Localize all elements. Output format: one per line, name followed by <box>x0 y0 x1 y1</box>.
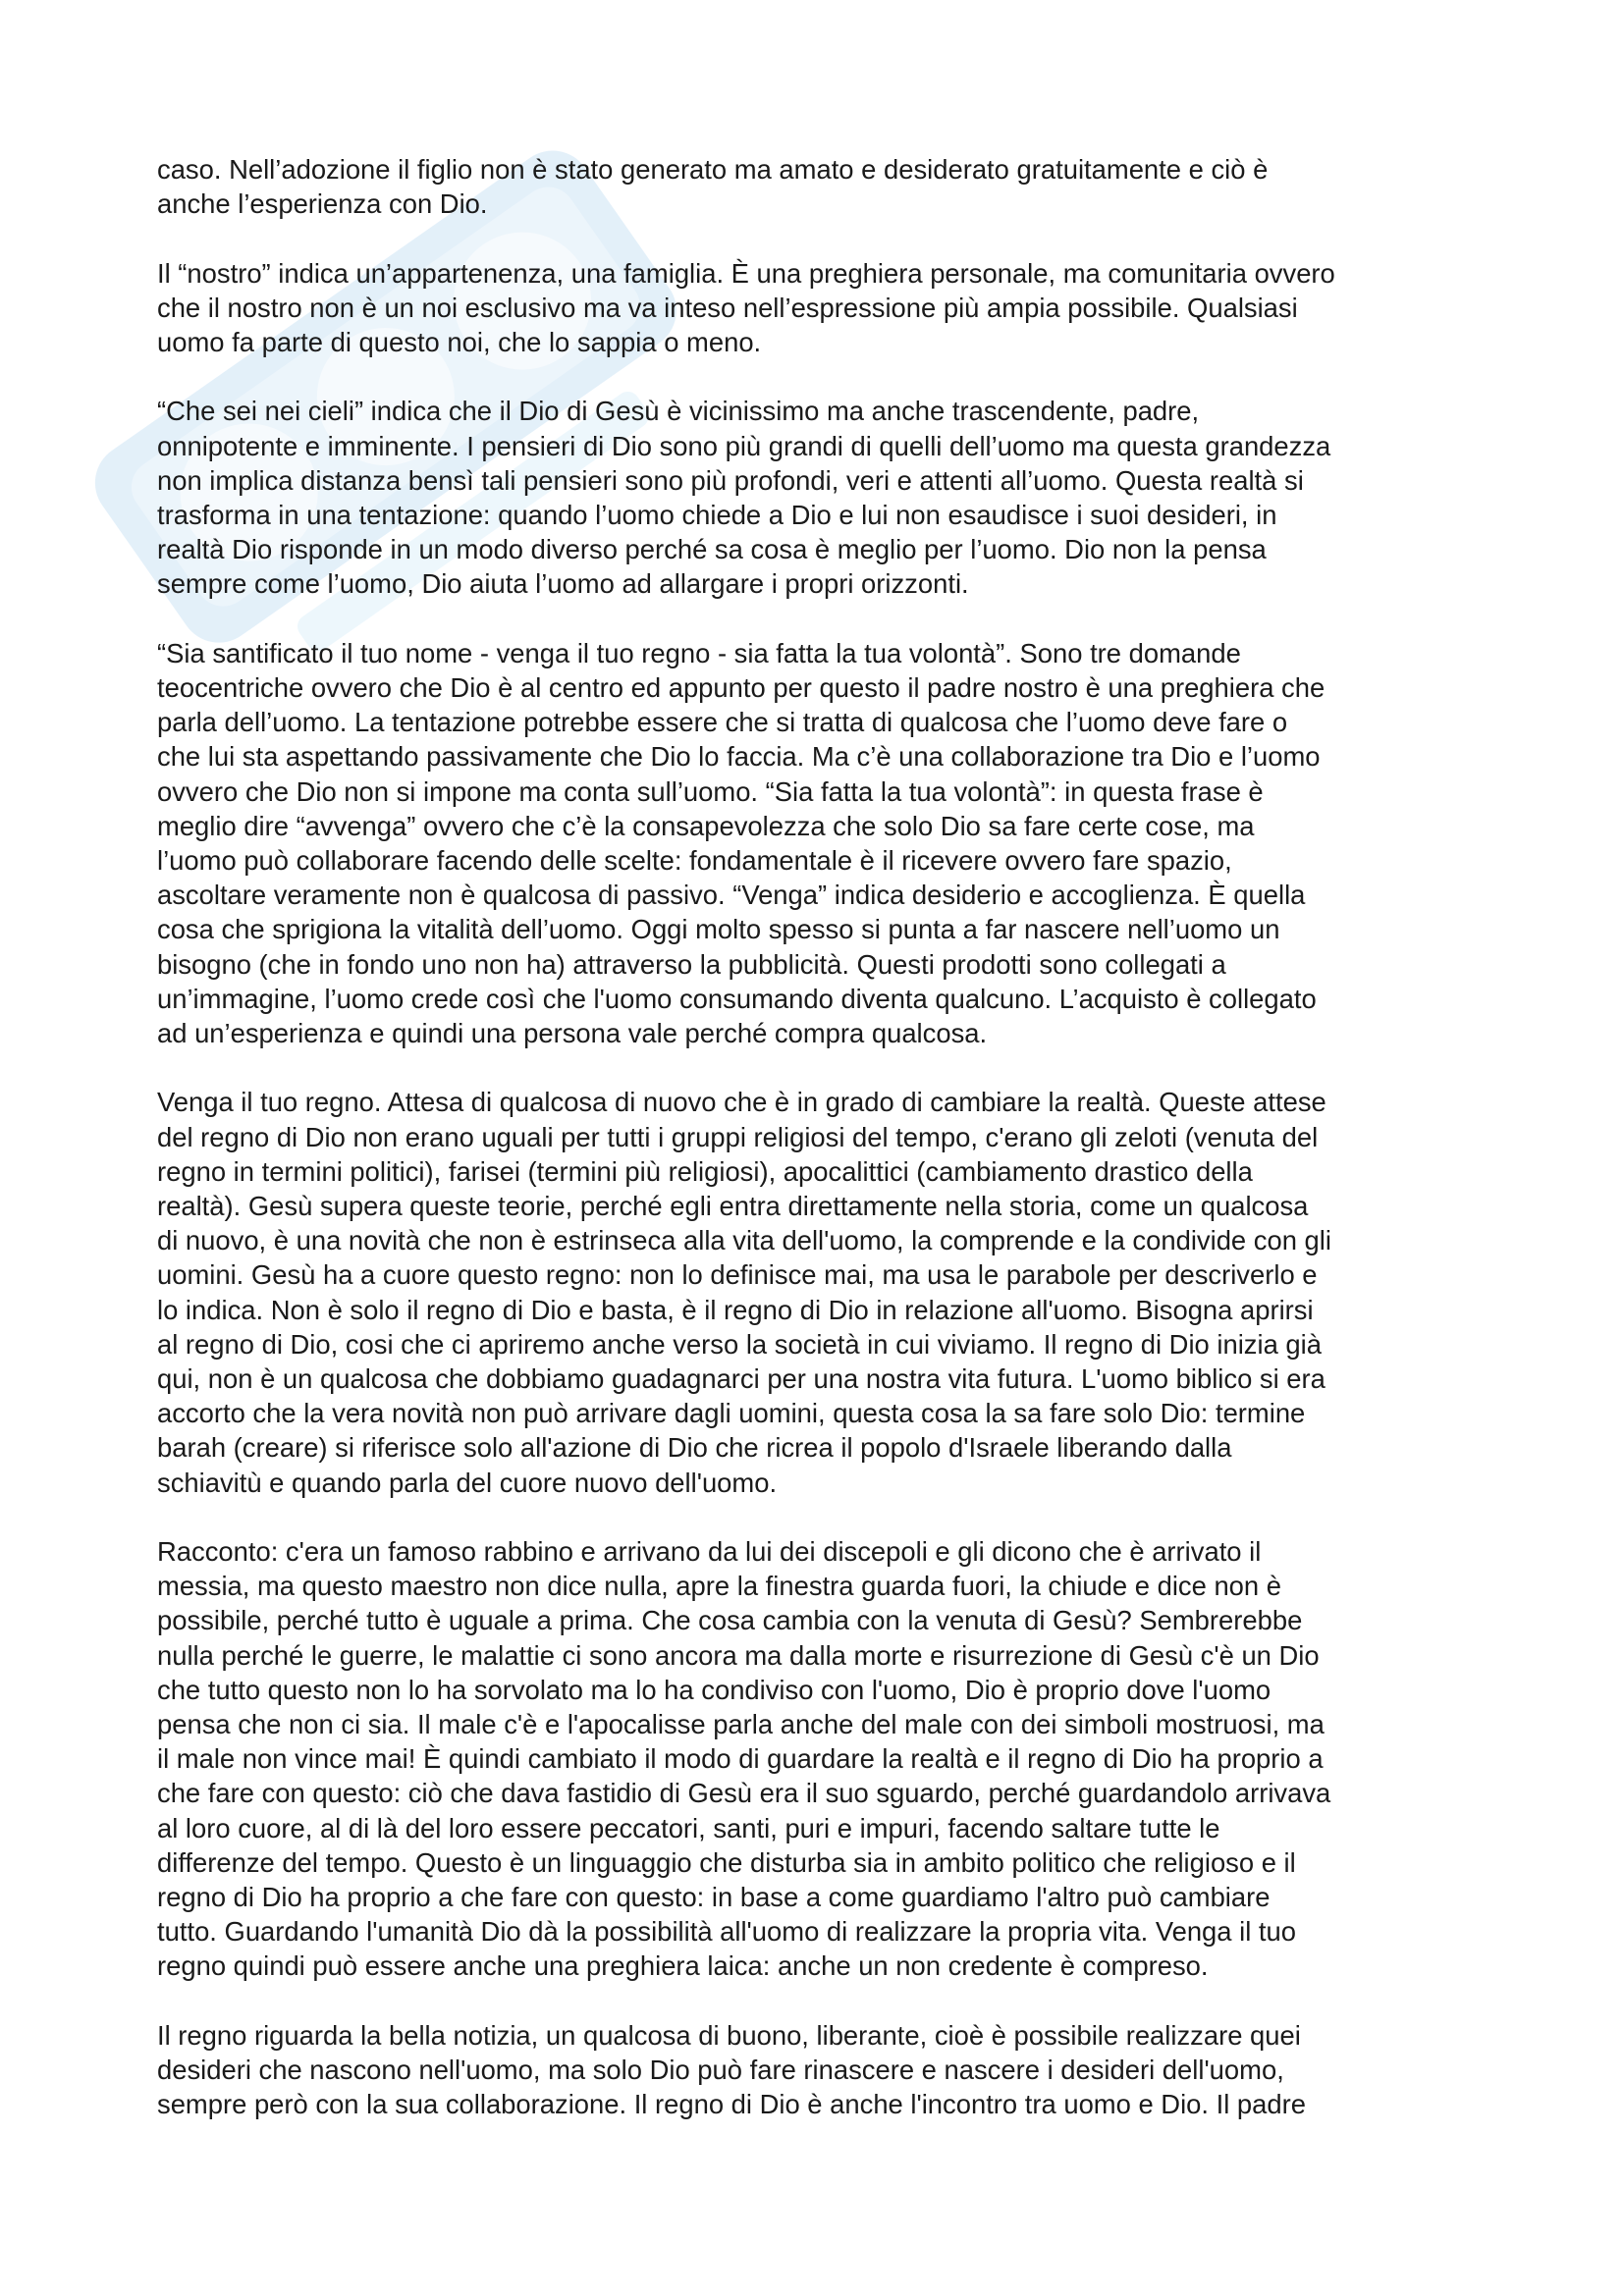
paragraph <box>157 394 1492 601</box>
text-line: Il “nostro” indica un’appartenenza, una famiglia. È una preghiera personale, ma comunitaria ovvero <box>157 257 1335 289</box>
text-line: ad un’esperienza e quindi una persona vale perché compra qualcosa. <box>157 1018 988 1049</box>
paragraph <box>157 636 1492 1050</box>
text-line: che lui sta aspettando passivamente che Dio lo faccia. Ma c’è una collaborazione tra Dio e l’uomo <box>157 741 1321 773</box>
text-line: regno di Dio ha proprio a che fare con questo: in base a come guardiamo l'altro può cambiare <box>157 1882 1271 1913</box>
text-line: cosa che sprigiona la vitalità dell’uomo. Oggi molto spesso si punta a far nascere nell’uomo un <box>157 914 1280 945</box>
paragraph <box>157 1534 1492 1984</box>
text-line: Racconto: c'era un famoso rabbino e arrivano da lui dei discepoli e gli dicono che è arrivato il <box>157 1536 1262 1568</box>
text-line: regno quindi può essere anche una preghiera laica: anche un non credente è compreso. <box>157 1950 1209 1982</box>
text-line: differenze del tempo. Questo è un linguaggio che disturba sia in ambito politico che religioso e il <box>157 1846 1296 1878</box>
text-line: schiavitù e quando parla del cuore nuovo dell'uomo. <box>157 1467 778 1498</box>
text-line: trasforma in una tentazione: quando l’uomo chiede a Dio e lui non esaudisce i suoi desideri, in <box>157 500 1277 530</box>
text-line: regno in termini politici), farisei (termini più religiosi), apocalittici (cambiamento drastico della <box>157 1155 1253 1187</box>
text-line: realtà Dio risponde in un modo diverso perché sa cosa è meglio per l’uomo. Dio non la pensa <box>157 534 1267 565</box>
text-line: al regno di Dio, cosi che ci apriremo anche verso la società in cui viviamo. Il regno di Dio inizia già <box>157 1328 1322 1360</box>
paragraph <box>157 256 1492 360</box>
paragraph <box>157 1085 1492 1499</box>
text-line: nulla perché le guerre, le malattie ci sono ancora ma dalla morte e risurrezione di Gesù c'è un Dio <box>157 1639 1320 1671</box>
document-body <box>157 152 1492 2157</box>
text-line: parla dell’uomo. La tentazione potrebbe essere che si tratta di qualcosa che l’uomo deve fare o <box>157 707 1288 738</box>
text-line: desideri che nascono nell'uomo, ma solo Dio può fare rinascere e nascere i desideri dell'uomo, <box>157 2055 1284 2086</box>
text-line: accorto che la vera novità non può arrivare dagli uomini, questa cosa la sa fare solo Dio: termine <box>157 1398 1306 1429</box>
text-line: bisogno (che in fondo uno non ha) attraverso la pubblicità. Questi prodotti sono collegati a <box>157 948 1226 980</box>
text-line: che il nostro non è un noi esclusivo ma va inteso nell’espressione più ampia possibile. Qualsiasi <box>157 292 1298 323</box>
text-line: sempre però con la sua collaborazione. Il regno di Dio è anche l'incontro tra uomo e Dio. Il padre <box>157 2089 1306 2120</box>
text-line: uomo fa parte di questo noi, che lo sappia o meno. <box>157 327 762 357</box>
text-line: meglio dire “avvenga” ovvero che c’è la consapevolezza che solo Dio sa fare certe cose, ma <box>157 810 1255 841</box>
text-line: non implica distanza bensì tali pensieri sono più profondi, veri e attenti all’uomo. Questa realtà si <box>157 464 1304 496</box>
text-line: barah (creare) si riferisce solo all'azione di Dio che ricrea il popolo d'Israele liberando dalla <box>157 1432 1232 1464</box>
text-line: del regno di Dio non erano uguali per tutti i gruppi religiosi del tempo, c'erano gli zeloti (venuta del <box>157 1121 1319 1152</box>
text-line: di nuovo, è una novità che non è estrinseca alla vita dell'uomo, la comprende e la condivide con gli <box>157 1225 1331 1256</box>
paragraph <box>157 152 1492 221</box>
paragraph <box>157 2018 1492 2122</box>
text-line: ovvero che Dio non si impone ma conta sull’uomo. “Sia fatta la tua volontà”: in questa frase è <box>157 775 1264 807</box>
text-line: “Sia santificato il tuo nome - venga il tuo regno - sia fatta la tua volontà”. Sono tre domande <box>157 637 1241 668</box>
text-line: ascoltare veramente non è qualcosa di passivo. “Venga” indica desiderio e accoglienza. È quella <box>157 880 1306 911</box>
text-line: “Che sei nei cieli” indica che il Dio di Gesù è vicinissimo ma anche trascendente, padre, <box>157 396 1200 427</box>
text-line: il male non vince mai! È quindi cambiato il modo di guardare la realtà e il regno di Dio ha proprio a <box>157 1743 1324 1775</box>
text-line: realtà). Gesù supera queste teorie, perché egli entra direttamente nella storia, come un qualcosa <box>157 1191 1309 1222</box>
text-line: lo indica. Non è solo il regno di Dio e basta, è il regno di Dio in relazione all'uomo. Bisogna aprirsi <box>157 1294 1314 1325</box>
text-line: tutto. Guardando l'umanità Dio dà la possibilità all'uomo di realizzare la propria vita. Venga il tuo <box>157 1916 1296 1948</box>
text-line: teocentriche ovvero che Dio è al centro ed appunto per questo il padre nostro è una preghiera che <box>157 672 1325 703</box>
text-line: qui, non è un qualcosa che dobbiamo guadagnarci per una nostra vita futura. L'uomo biblico si era <box>157 1363 1325 1395</box>
text-line: pensa che non ci sia. Il male c'è e l'apocalisse parla anche del male con dei simboli mostruosi, ma <box>157 1709 1325 1740</box>
text-line: che fare con questo: ciò che dava fastidio di Gesù era il suo sguardo, perché guardandolo arrivava <box>157 1778 1331 1809</box>
text-line: possibile, perché tutto è uguale a prima. Che cosa cambia con la venuta di Gesù? Sembrerebbe <box>157 1605 1303 1636</box>
text-line: al loro cuore, al di là del loro essere peccatori, santi, puri e impuri, facendo saltare tutte le <box>157 1812 1220 1843</box>
text-line: onnipotente e imminente. I pensieri di Dio sono più grandi di quelli dell’uomo ma questa grandezza <box>157 430 1331 461</box>
text-line: Il regno riguarda la bella notizia, un qualcosa di buono, liberante, cioè è possibile realizzare quei <box>157 2019 1301 2051</box>
text-line: anche l’esperienza con Dio. <box>157 188 488 220</box>
text-line: che tutto questo non lo ha sorvolato ma lo ha condiviso con l'uomo, Dio è proprio dove l'uomo <box>157 1674 1271 1705</box>
text-line: Venga il tuo regno. Attesa di qualcosa di nuovo che è in grado di cambiare la realtà. Queste attese <box>157 1087 1326 1118</box>
text-line: messia, ma questo maestro non dice nulla, apre la finestra guarda fuori, la chiude e dice non è <box>157 1571 1281 1602</box>
text-line: uomini. Gesù ha a cuore questo regno: non lo definisce mai, ma usa le parabole per descriverlo e <box>157 1259 1318 1291</box>
text-line: l’uomo può collaborare facendo delle scelte: fondamentale è il ricevere ovvero fare spazio, <box>157 845 1232 877</box>
text-line: un’immagine, l’uomo crede così che l'uomo consumando diventa qualcuno. L’acquisto è collegato <box>157 983 1317 1014</box>
text-line: caso. Nell’adozione il figlio non è stato generato ma amato e desiderato gratuitamente e ciò è <box>157 154 1269 185</box>
text-line: sempre come l’uomo, Dio aiuta l’uomo ad allargare i propri orizzonti. <box>157 568 969 600</box>
